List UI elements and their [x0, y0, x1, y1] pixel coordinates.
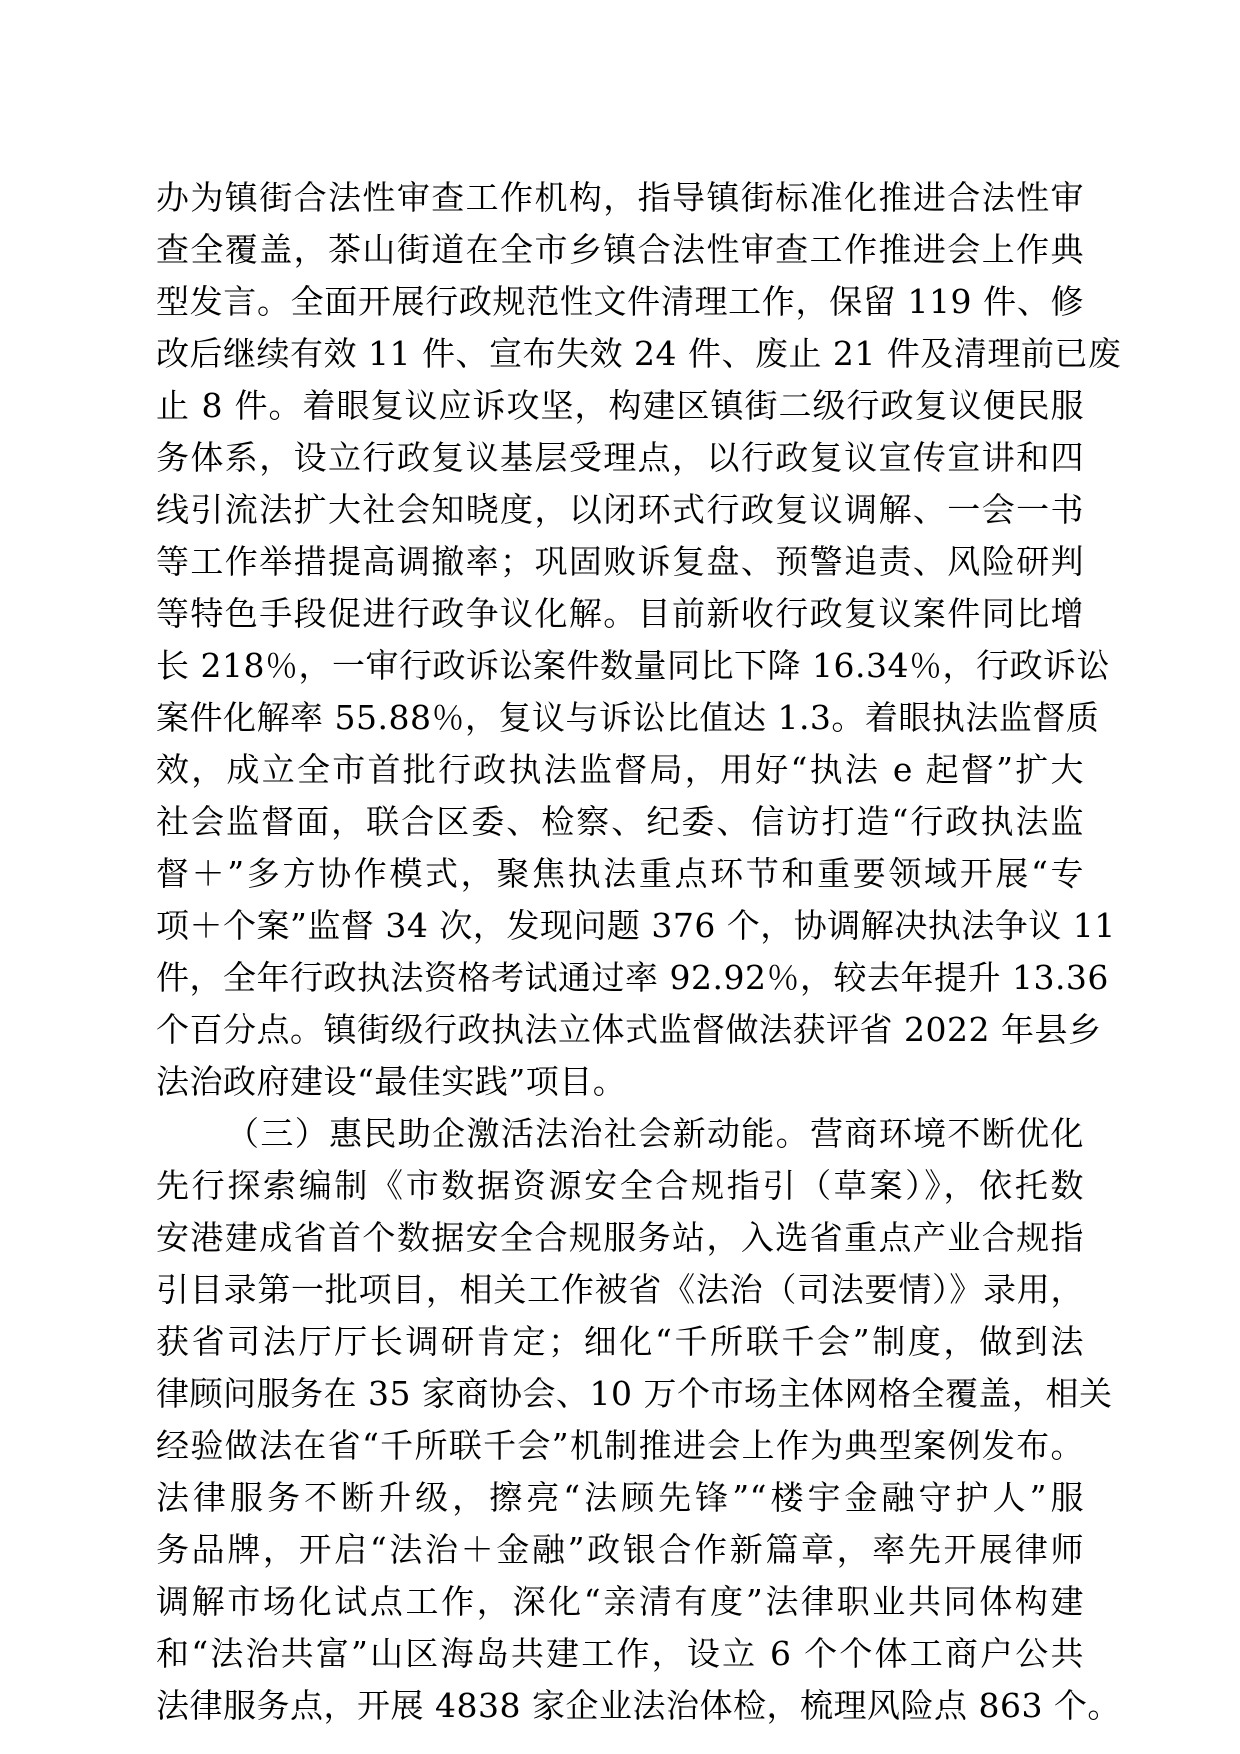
text-line: 安港建成省首个数据安全合规服务站，入选省重点产业合规指	[156, 1218, 1084, 1257]
text-line: 个百分点。镇街级行政执法立体式监督做法获评省 2022 年县乡	[156, 1010, 1102, 1049]
text-line: 法治政府建设“最佳实践”项目。	[156, 1062, 627, 1101]
text-line: 长 218％，一审行政诉讼案件数量同比下降 16.34％，行政诉讼	[156, 646, 1110, 685]
text-line: 务品牌，开启“法治＋金融”政银合作新篇章，率先开展律师	[156, 1530, 1084, 1569]
text-line: 务体系，设立行政复议基层受理点，以行政复议宣传宣讲和四	[156, 438, 1084, 477]
text-line: 和“法治共富”山区海岛共建工作，设立 6 个个体工商户公共	[156, 1634, 1084, 1673]
text-line: 办为镇街合法性审查工作机构，指导镇街标准化推进合法性审	[156, 178, 1084, 217]
text-line: 型发言。全面开展行政规范性文件清理工作，保留 119 件、修	[156, 282, 1084, 321]
text-line: 等工作举措提高调撤率；巩固败诉复盘、预警追责、风险研判	[156, 542, 1084, 581]
text-line: 法律服务点，开展 4838 家企业法治体检，梳理风险点 863 个。	[156, 1686, 1121, 1725]
paragraph-1	[156, 172, 1122, 1108]
text-line: 法律服务不断升级，擦亮“法顾先锋”“楼宇金融守护人”服	[156, 1478, 1084, 1517]
text-line: 社会监督面，联合区委、检察、纪委、信访打造“行政执法监	[156, 802, 1084, 841]
text-line: 效，成立全市首批行政执法监督局，用好“执法 e 起督”扩大	[156, 750, 1084, 789]
text-line: 等特色手段促进行政争议化解。目前新收行政复议案件同比增	[156, 594, 1084, 633]
text-line: 线引流法扩大社会知晓度，以闭环式行政复议调解、一会一书	[156, 490, 1084, 529]
text-line: 案件化解率 55.88％，复议与诉讼比值达 1.3。着眼执法监督质	[156, 698, 1100, 737]
text-line: 获省司法厅厅长调研肯定；细化“千所联千会”制度，做到法	[156, 1322, 1084, 1361]
section-heading-line: （三）惠民助企激活法治社会新动能。营商环境不断优化	[226, 1114, 1084, 1153]
paragraph-2	[156, 1108, 1121, 1732]
text-line: 改后继续有效 11 件、宣布失效 24 件、废止 21 件及清理前已废	[156, 334, 1122, 373]
text-line: 查全覆盖，茶山街道在全市乡镇合法性审查工作推进会上作典	[156, 230, 1084, 269]
text-line: 先行探索编制《市数据资源安全合规指引（草案）》，依托数	[156, 1166, 1084, 1205]
text-line: 止 8 件。着眼复议应诉攻坚，构建区镇街二级行政复议便民服	[156, 386, 1084, 425]
text-line: 引目录第一批项目，相关工作被省《法治（司法要情）》录用，	[156, 1270, 1084, 1309]
text-line: 督＋”多方协作模式，聚焦执法重点环节和重要领域开展“专	[156, 854, 1084, 893]
body-text	[156, 172, 1122, 1732]
text-line: 经验做法在省“千所联千会”机制推进会上作为典型案例发布。	[156, 1426, 1084, 1465]
text-line: 件，全年行政执法资格考试通过率 92.92％，较去年提升 13.36	[156, 958, 1109, 997]
text-line: 项＋个案”监督 34 次，发现问题 376 个，协调解决执法争议 11	[156, 906, 1116, 945]
text-line: 调解市场化试点工作，深化“亲清有度”法律职业共同体构建	[156, 1582, 1084, 1621]
text-line: 律顾问服务在 35 家商协会、10 万个市场主体网格全覆盖，相关	[156, 1374, 1113, 1413]
